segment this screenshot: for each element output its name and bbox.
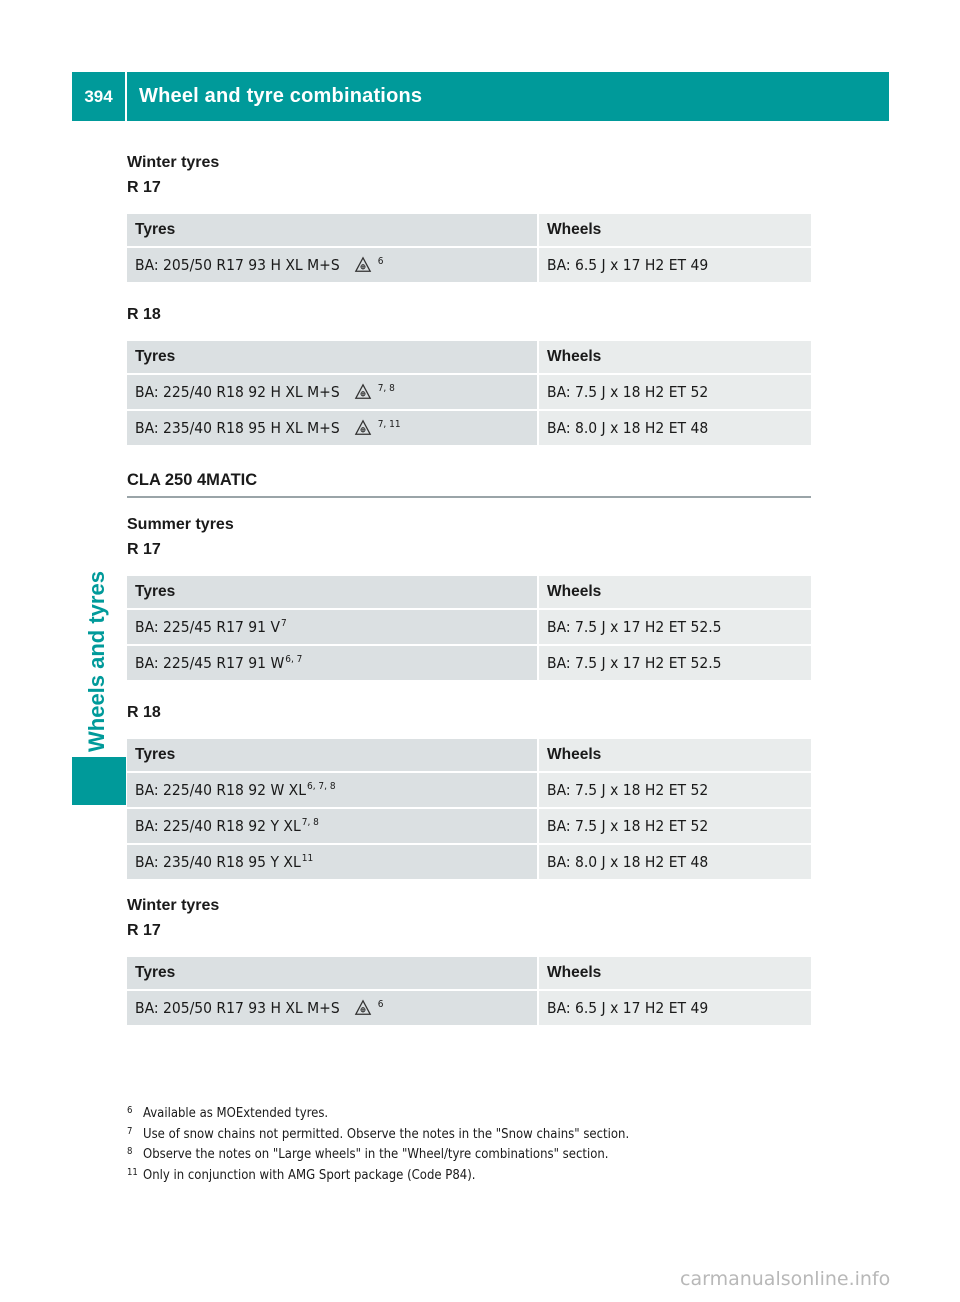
table-row [127,646,811,680]
footnote-ref: 6 [377,256,384,267]
tyre-spec: BA: 235/40 R18 95 H XL M+S [135,419,340,437]
footnote-ref: 11 [301,853,314,864]
footnote-number: 11 [127,1166,138,1178]
footnote-ref: 6 [377,999,384,1010]
page-number: 394 [72,72,127,121]
column-header-wheels: Wheels [537,957,811,989]
wheel-spec: BA: 6.5 J x 17 H2 ET 49 [537,991,811,1025]
footnote [127,1125,827,1146]
table-header-row [127,214,811,246]
column-header-tyres: Tyres [127,576,537,608]
footnote-number: 8 [127,1146,133,1157]
wheel-spec: BA: 8.0 J x 18 H2 ET 48 [537,845,811,879]
side-tab-label: Wheels and tyres [84,571,109,752]
wheel-spec: BA: 7.5 J x 18 H2 ET 52 [537,773,811,807]
footnote [127,1166,827,1187]
snowflake-mountain-icon [354,419,372,437]
column-header-wheels: Wheels [537,341,811,373]
model-section-title: CLA 250 4MATIC [127,465,811,498]
wheel-spec: BA: 7.5 J x 17 H2 ET 52.5 [537,610,811,644]
table-row [127,248,811,282]
page-header [72,72,889,121]
footnote-number: 6 [127,1105,133,1116]
column-header-tyres: Tyres [127,341,537,373]
column-header-wheels: Wheels [537,576,811,608]
footnote [127,1104,827,1125]
section-heading: Winter tyres [127,897,220,914]
wheel-spec: BA: 8.0 J x 18 H2 ET 48 [537,411,811,445]
table-row [127,809,811,843]
section-heading: Winter tyres [127,154,220,171]
column-header-wheels: Wheels [537,214,811,246]
tyre-spec: BA: 235/40 R18 95 Y XL [135,853,301,871]
footnote-ref: 6, 7, 8 [307,781,336,792]
content [127,150,811,1027]
table-header-row [127,739,811,771]
tyre-table [127,955,811,1027]
tyre-spec: BA: 225/40 R18 92 Y XL [135,817,301,835]
side-tab-marker [72,757,126,805]
rim-size-label: R 17 [127,179,161,196]
table-row [127,845,811,879]
wheel-spec: BA: 7.5 J x 18 H2 ET 52 [537,809,811,843]
rim-size-label: R 18 [127,704,161,721]
table-row [127,991,811,1025]
footnotes [127,1104,827,1186]
footnote [127,1145,827,1166]
tyre-spec: BA: 225/45 R17 91 W [135,654,285,672]
table-row [127,773,811,807]
rim-size-label: R 17 [127,922,161,939]
snowflake-mountain-icon [354,383,372,401]
tyre-table [127,212,811,284]
rim-size-label: R 18 [127,306,161,323]
tyre-table [127,339,811,447]
section-heading: Summer tyres [127,516,234,533]
snowflake-mountain-icon [354,256,372,274]
footnote-ref: 6, 7 [285,654,303,665]
column-header-tyres: Tyres [127,739,537,771]
table-row [127,411,811,445]
column-header-tyres: Tyres [127,214,537,246]
table-row [127,375,811,409]
column-header-wheels: Wheels [537,739,811,771]
table-header-row [127,341,811,373]
footnote-ref: 7, 8 [377,383,395,394]
snowflake-mountain-icon [354,999,372,1017]
tyre-spec: BA: 205/50 R17 93 H XL M+S [135,999,340,1017]
watermark: carmanualsonline.info [680,1268,891,1290]
wheel-spec: BA: 7.5 J x 17 H2 ET 52.5 [537,646,811,680]
footnote-number: 7 [127,1125,133,1137]
footnote-ref: 7, 8 [301,817,319,828]
wheel-spec: BA: 7.5 J x 18 H2 ET 52 [537,375,811,409]
tyre-spec: BA: 225/40 R18 92 H XL M+S [135,383,340,401]
footnote-text: Use of snow chains not permitted. Observe the notes in the "Snow chains" section. [143,1126,630,1142]
page-title: Wheel and tyre combinations [139,85,423,107]
tyre-table [127,574,811,682]
tyre-table [127,737,811,881]
tyre-spec: BA: 225/45 R17 91 V [135,618,280,636]
table-header-row [127,576,811,608]
footnote-ref: 7 [281,618,287,629]
footnote-ref: 7, 11 [377,419,401,430]
footnote-text: Available as MOExtended tyres. [143,1106,329,1121]
tyre-spec: BA: 225/40 R18 92 W XL [135,781,306,799]
footnote-text: Observe the notes on "Large wheels" in the "Wheel/tyre combinations" section. [143,1147,609,1162]
rim-size-label: R 17 [127,541,161,558]
wheel-spec: BA: 6.5 J x 17 H2 ET 49 [537,248,811,282]
table-header-row [127,957,811,989]
tyre-spec: BA: 205/50 R17 93 H XL M+S [135,256,340,274]
table-row [127,610,811,644]
footnote-text: Only in conjunction with AMG Sport package (Code P84). [143,1167,476,1183]
column-header-tyres: Tyres [127,957,537,989]
